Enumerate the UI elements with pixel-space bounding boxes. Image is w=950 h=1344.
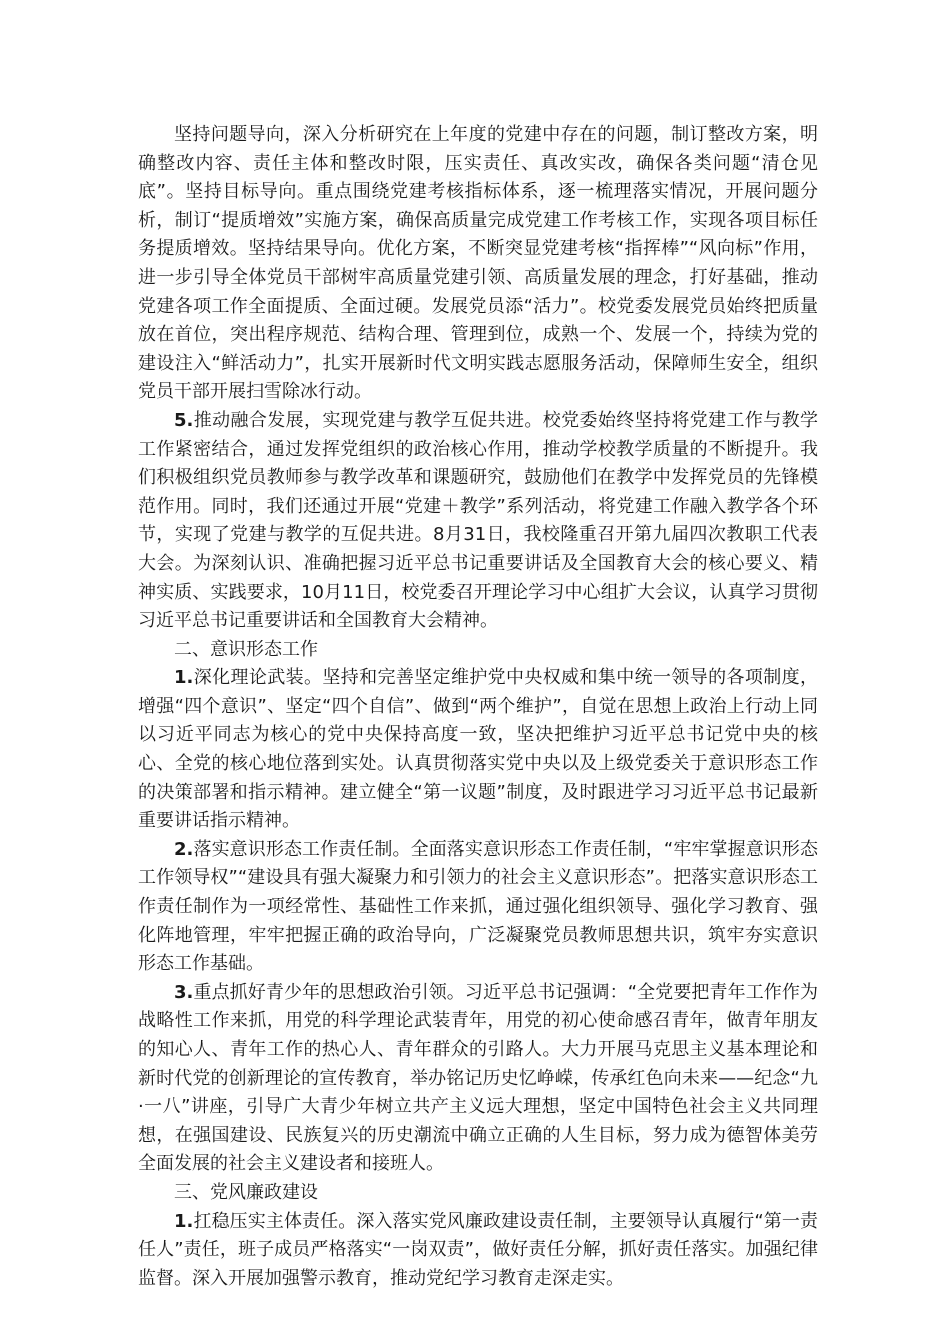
paragraph-text: 坚持问题导向，深入分析研究在上年度的党建中存在的问题，制订整改方案，明确整改内容、责任主体和整改时限，压实责任、真改实改，确保各类问题“清仓见底”。坚持目标导向。重点围绕党建考核指标体系，逐一梳理落实情况，开展问题分析，制订“提质增效”实施方案，确保高质量完成党建工作考核工作，实现各项目标任务提质增效。坚持结果导向。优化方案，不断突显党建考核“指挥棒”“风向标”作用，进一步引导全体党员干部树牢高质量党建引领、高质量发展的理念，打好基础，推动党建各项工作全面提质、全面过硬。发展党员添“活力”。校党委发展党员始终把质量放在首位，突出程序规范、结构合理、管理到位，成熟一个、发展一个，持续为党的建设注入“鲜活动力”，扎实开展新时代文明实践志愿服务活动，保障师生安全，组织党员干部开展扫雪除冰行动。 — [138, 124, 818, 403]
paragraph-number: 1. — [174, 1210, 194, 1232]
document-body — [138, 121, 818, 1293]
heading-text: 三、党风廉政建设 — [174, 1181, 318, 1203]
paragraph-number: 3. — [174, 981, 194, 1003]
paragraph-text: 推动融合发展，实现党建与教学互促共进。校党委始终坚持将党建工作与教学工作紧密结合，通过发挥党组织的政治核心作用，推动学校教学质量的不断提升。我们积极组织党员教师参与教学改革和课题研究，鼓励他们在教学中发挥党员的先锋模范作用。同时，我们还通过开展“党建＋教学”系列活动，将党建工作融入教学各个环节，实现了党建与教学的互促共进。8月31日，我校隆重召开第九届四次教职工代表大会。为深刻认识、准确把握习近平总书记重要讲话及全国教育大会的核心要义、精神实质、实践要求，10月11日，校党委召开理论学习中心组扩大会议，认真学习贯彻习近平总书记重要讲话和全国教育大会精神。 — [138, 409, 818, 632]
paragraph-problem-orientation — [138, 121, 818, 407]
paragraph-text: 深化理论武装。坚持和完善坚定维护党中央权威和集中统一领导的各项制度，增强“四个意识”、坚定“四个自信”、做到“两个维护”，自觉在思想上政治上行动上同以习近平同志为核心的党中央保持高度一致，坚决把维护习近平总书记党中央的核心、全党的核心地位落到实处。认真贯彻落实党中央以及上级党委关于意识形态工作的决策部署和指示精神。建立健全“第一议题”制度，及时跟进学习习近平总书记最新重要讲话指示精神。 — [138, 667, 818, 832]
paragraph-integration-development — [138, 407, 818, 636]
paragraph-number: 5. — [174, 409, 194, 431]
paragraph-ideology-responsibility — [138, 836, 818, 979]
paragraph-main-responsibility — [138, 1208, 818, 1294]
paragraph-text: 扛稳压实主体责任。深入落实党风廉政建设责任制，主要领导认真履行“第一责任人”责任，班子成员严格落实“一岗双责”，做好责任分解，抓好责任落实。加强纪律监督。深入开展加强警示教育，推动党纪学习教育走深走实。 — [138, 1210, 818, 1289]
paragraph-text: 重点抓好青少年的思想政治引领。习近平总书记强调：“全党要把青年工作作为战略性工作来抓，用党的科学理论武装青年，用党的初心使命感召青年，做青年朋友的知心人、青年工作的热心人、青年群众的引路人。大力开展马克思主义基本理论和新时代党的创新理论的宣传教育，举办铭记历史忆峥嵘，传承红色向未来——纪念“九·一八”讲座，引导广大青少年树立共产主义远大理想，坚定中国特色社会主义共同理想，在强国建设、民族复兴的历史潮流中确立正确的人生目标，努力成为德智体美劳全面发展的社会主义建设者和接班人。 — [138, 981, 818, 1175]
paragraph-number: 2. — [174, 838, 194, 860]
heading-text: 二、意识形态工作 — [174, 638, 318, 660]
paragraph-youth-guidance — [138, 979, 818, 1179]
section-heading-ideology — [138, 636, 818, 665]
section-heading-integrity — [138, 1179, 818, 1208]
paragraph-theory-armament — [138, 664, 818, 836]
paragraph-text: 落实意识形态工作责任制。全面落实意识形态工作责任制，“牢牢掌握意识形态工作领导权”“建设具有强大凝聚力和引领力的社会主义意识形态”。把落实意识形态工作责任制作为一项经常性、基础性工作来抓，通过强化组织领导、强化学习教育、强化阵地管理，牢牢把握正确的政治导向，广泛凝聚党员教师思想共识，筑牢夯实意识形态工作基础。 — [138, 838, 818, 975]
paragraph-number: 1. — [174, 667, 194, 689]
